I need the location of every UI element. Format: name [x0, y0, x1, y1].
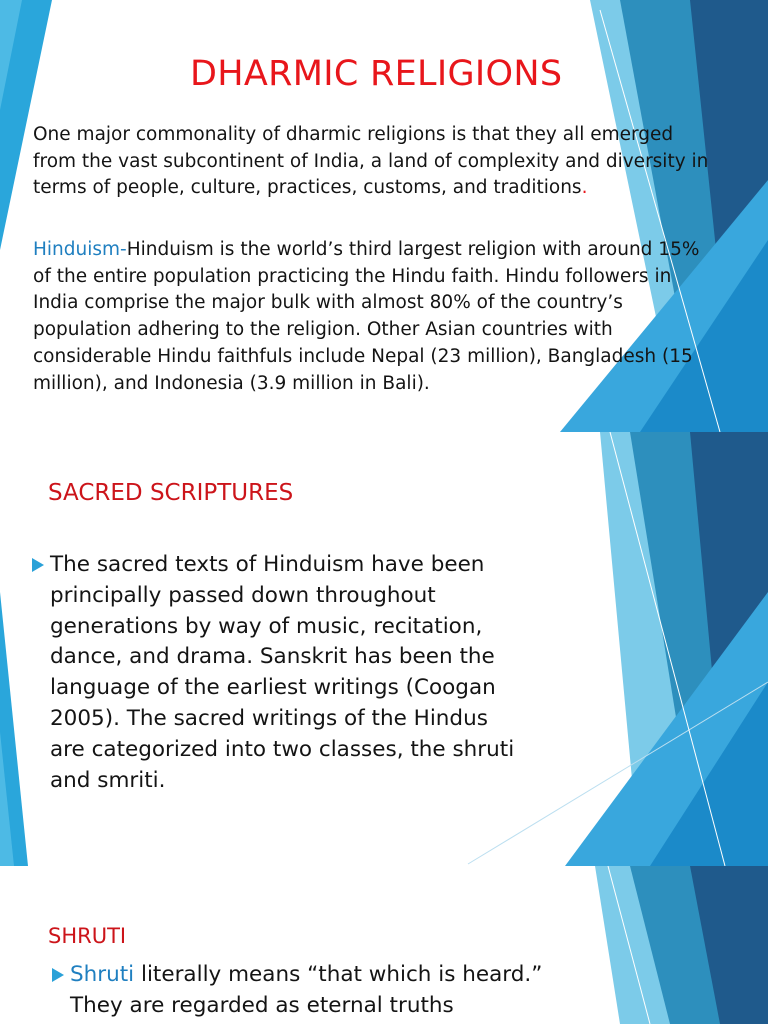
slide-1	[0, 0, 768, 432]
page-title: DHARMIC RELIGIONS	[190, 54, 563, 94]
bullet-arrow-icon	[32, 558, 44, 572]
scripture-bullet-text: The sacred texts of Hinduism have been principally passed down throughout generations by way of music, recitation, dance, and drama. Sanskrit has been the language of the earliest writings (Coogan 2005). The sacred writings of the Hindus are categorized into two classes, the shruti and smriti.	[50, 552, 515, 793]
hinduism-label: Hinduism-	[33, 239, 127, 260]
shruti-term: Shruti	[70, 962, 135, 987]
shruti-bullet-text	[70, 960, 590, 1022]
slide-3	[0, 866, 768, 1024]
hinduism-paragraph	[33, 237, 713, 397]
slide-2	[0, 432, 768, 866]
bullet-arrow-icon	[52, 968, 64, 982]
scripture-bullet-item	[32, 550, 552, 796]
section-heading-shruti: SHRUTI	[48, 924, 127, 948]
shruti-definition: literally means “that which is heard.” They are regarded as eternal truths	[70, 962, 543, 1018]
intro-paragraph	[33, 122, 713, 202]
hinduism-text: Hinduism is the world’s third largest religion with around 15% of the entire population practicing the Hindu faith. Hindu followers in India comprise the major bulk with almost 80% of the country’s population adhering to the religion. Other Asian countries with considerable Hindu faithfuls include Nepal (23 million), Bangladesh (15 million), and Indonesia (3.9 million in Bali).	[33, 239, 700, 394]
section-heading-sacred-scriptures: SACRED SCRIPTURES	[48, 480, 294, 506]
shruti-bullet-item	[52, 960, 592, 1022]
intro-period: .	[581, 177, 588, 199]
intro-text: One major commonality of dharmic religions is that they all emerged from the vast subcontinent of India, a land of complexity and diversity in terms of people, culture, practices, customs, and traditions	[33, 124, 709, 199]
